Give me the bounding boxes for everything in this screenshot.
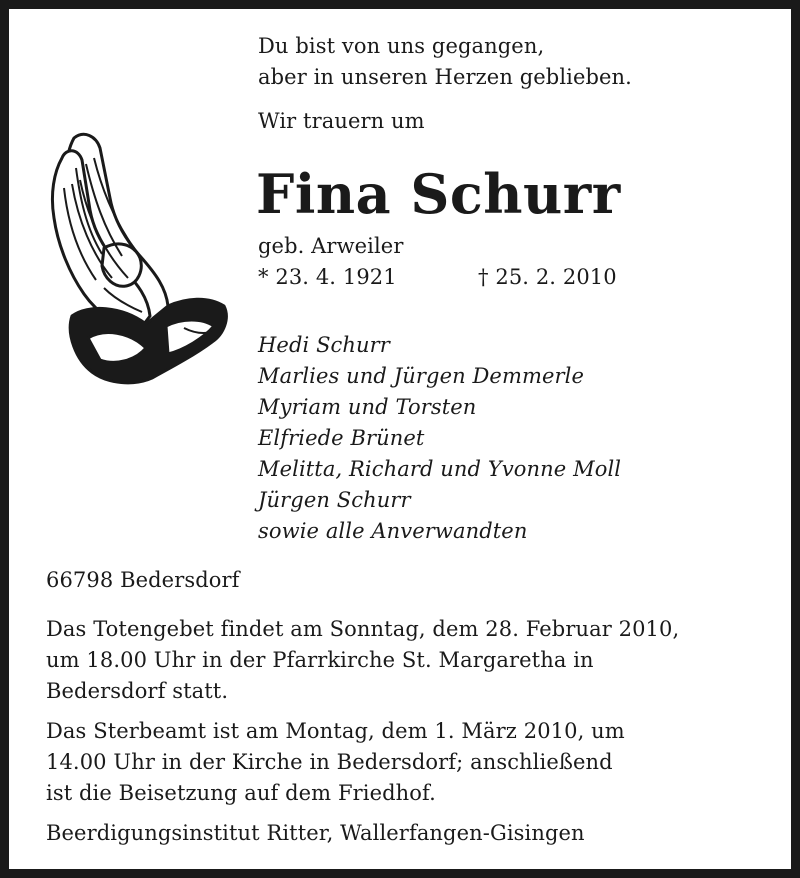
mourner-line: Jürgen Schurr [258, 488, 411, 512]
quote-line-1: Du bist von uns gegangen, [258, 34, 545, 58]
requiem-line: Das Sterbeamt ist am Montag, dem 1. März 2010, um [46, 719, 625, 743]
praying-hands-icon [44, 128, 230, 390]
funeral-home: Beerdigungsinstitut Ritter, Wallerfangen-Gisingen [46, 821, 585, 845]
intro-text: Wir trauern um [258, 109, 425, 133]
death-date: † 25. 2. 2010 [478, 265, 617, 289]
maiden-name: geb. Arweiler [258, 234, 404, 258]
mourner-line: Marlies und Jürgen Demmerle [258, 364, 584, 388]
location: 66798 Bedersdorf [46, 568, 240, 592]
prayer-line: Das Totengebet findet am Sonntag, dem 28. Februar 2010, [46, 617, 680, 641]
mourner-line: Elfriede Brünet [258, 426, 425, 450]
birth-date: * 23. 4. 1921 [258, 265, 397, 289]
requiem-line: ist die Beisetzung auf dem Friedhof. [46, 781, 436, 805]
mourner-line: Myriam und Torsten [258, 395, 477, 419]
mourner-line: sowie alle Anverwandten [258, 519, 528, 543]
prayer-line: Bedersdorf statt. [46, 679, 229, 703]
prayer-line: um 18.00 Uhr in der Pfarrkirche St. Margaretha in [46, 648, 594, 672]
deceased-name: Fina Schurr [256, 162, 621, 226]
mourner-line: Hedi Schurr [258, 333, 390, 357]
quote-line-2: aber in unseren Herzen geblieben. [258, 65, 632, 89]
requiem-line: 14.00 Uhr in der Kirche in Bedersdorf; anschließend [46, 750, 613, 774]
mourner-line: Melitta, Richard und Yvonne Moll [258, 457, 622, 481]
